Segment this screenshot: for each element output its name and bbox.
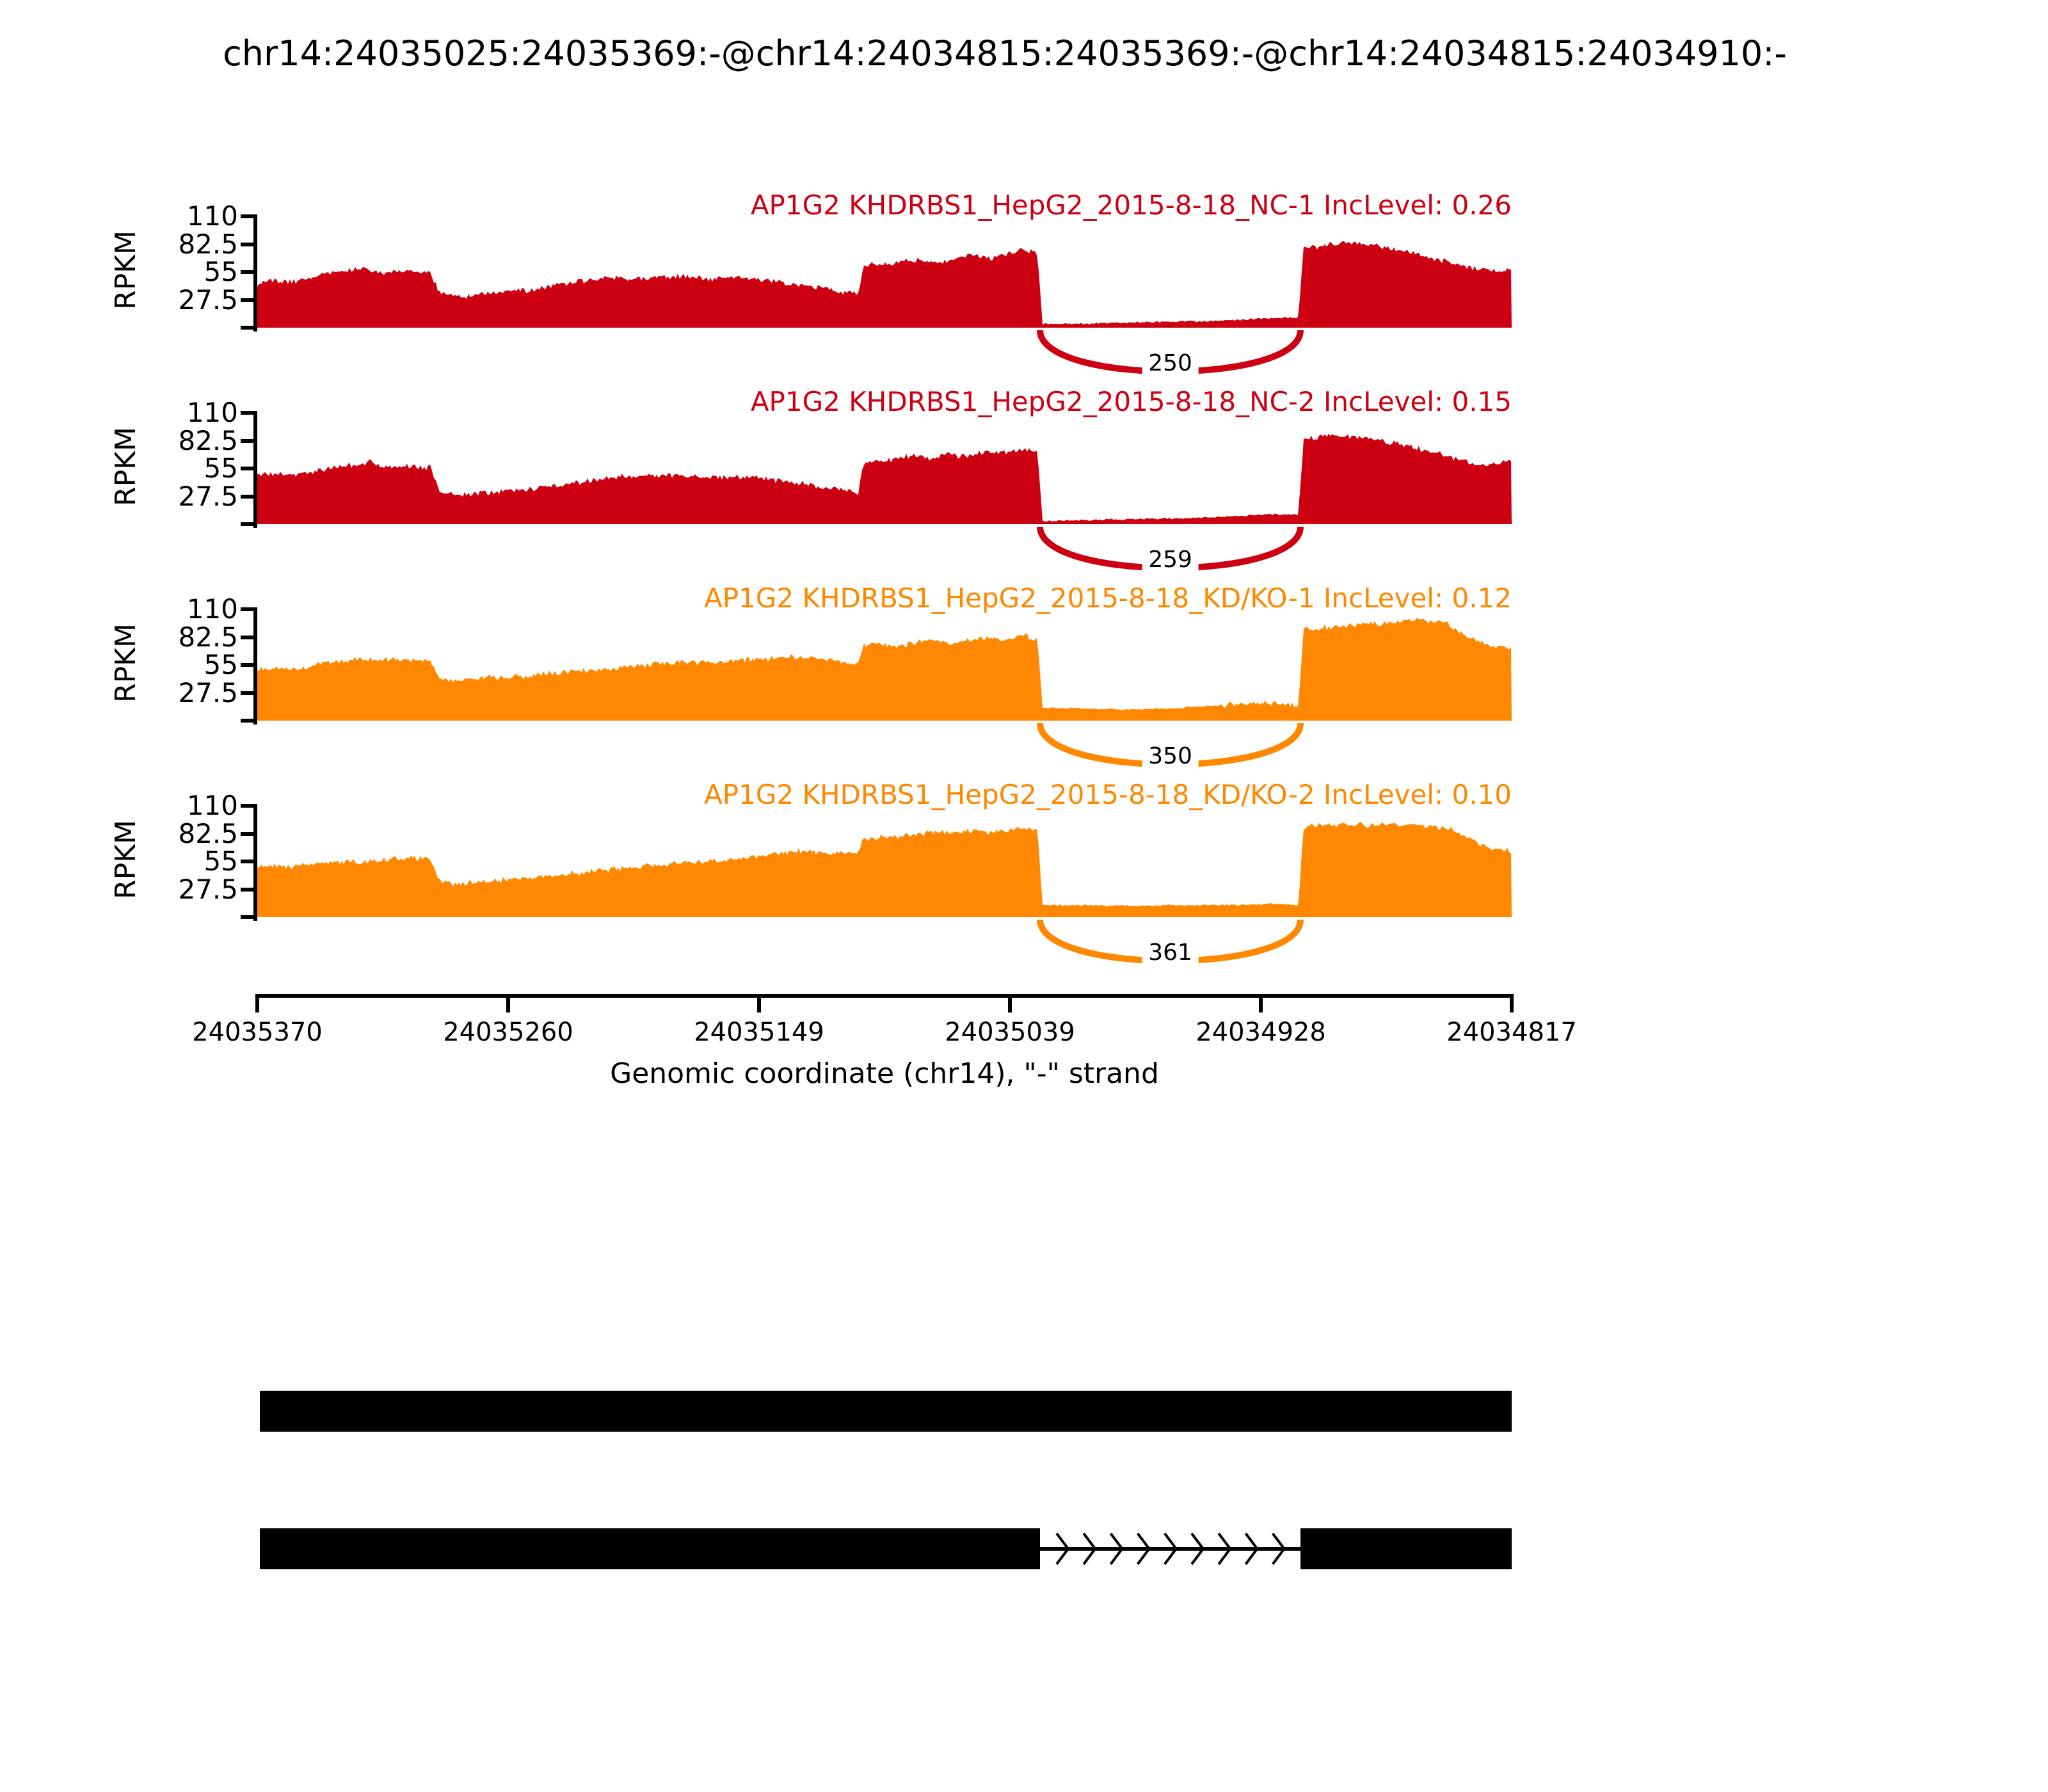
x-tick — [757, 996, 761, 1012]
junction-arc — [257, 918, 1512, 992]
coverage-area — [257, 789, 1512, 917]
y-tick-label: 27.5 — [178, 284, 238, 316]
exon-block — [260, 1528, 1040, 1569]
coverage-area — [257, 396, 1512, 524]
coverage-fill — [257, 822, 1512, 917]
y-tick — [241, 860, 253, 863]
y-tick — [241, 607, 253, 611]
y-tick — [241, 832, 253, 836]
y-tick-label: 55 — [204, 256, 238, 287]
coverage-area — [257, 200, 1512, 328]
y-tick — [241, 214, 253, 218]
x-tick-label: 24035149 — [694, 1018, 824, 1047]
strand-arrow-icon — [1165, 1533, 1176, 1564]
exon-block — [1300, 1528, 1512, 1569]
y-tick-label: 82.5 — [178, 817, 238, 849]
x-axis-line — [255, 994, 1514, 998]
y-tick — [241, 270, 253, 274]
y-axis-label: RPKM — [109, 820, 142, 899]
figure-title: chr14:24035025:24035369:-@chr14:24034815:24035369:-@chr14:24034815:24034910:- — [223, 33, 1787, 74]
y-tick-label: 82.5 — [178, 424, 238, 456]
y-tick — [241, 719, 253, 723]
strand-arrow-icon — [1137, 1533, 1149, 1564]
x-tick — [1510, 996, 1514, 1012]
track-label: AP1G2 KHDRBS1_HepG2_2015-8-18_NC-1 IncLevel: 0.26 — [750, 189, 1512, 221]
y-tick-label: 110 — [186, 593, 238, 625]
y-tick-label: 55 — [204, 845, 238, 877]
x-axis-title: Genomic coordinate (chr14), "-" strand — [610, 1057, 1159, 1090]
y-tick-label: 27.5 — [178, 873, 238, 905]
y-tick — [241, 691, 253, 695]
y-tick — [241, 522, 253, 526]
y-tick-label: 110 — [186, 397, 238, 428]
strand-arrow-icon — [1272, 1533, 1284, 1564]
strand-arrow-icon — [1084, 1533, 1095, 1564]
y-tick — [241, 636, 253, 639]
y-tick — [241, 243, 253, 246]
coverage-fill — [257, 434, 1512, 524]
junction-count-label: 361 — [1142, 940, 1199, 966]
coverage-fill — [257, 618, 1512, 721]
track-label: AP1G2 KHDRBS1_HepG2_2015-8-18_KD/KO-1 IncLevel: 0.12 — [704, 582, 1512, 614]
y-tick — [241, 298, 253, 302]
x-tick-label: 24035260 — [443, 1018, 573, 1047]
y-tick — [241, 495, 253, 499]
coverage-area — [257, 593, 1512, 721]
x-tick-label: 24034928 — [1196, 1018, 1326, 1047]
x-tick-label: 24035370 — [192, 1018, 323, 1047]
y-tick-label: 110 — [186, 790, 238, 821]
x-tick — [255, 996, 259, 1012]
y-tick — [241, 915, 253, 919]
track-label: AP1G2 KHDRBS1_HepG2_2015-8-18_NC-2 IncLevel: 0.15 — [750, 386, 1512, 417]
strand-arrow-icon — [1245, 1533, 1257, 1564]
exon-block — [260, 1391, 1512, 1432]
coverage-fill — [257, 241, 1512, 328]
y-tick-label: 55 — [204, 452, 238, 484]
y-tick — [241, 439, 253, 443]
strand-arrow-icon — [1110, 1533, 1122, 1564]
y-axis-label: RPKM — [109, 230, 142, 310]
y-tick — [241, 888, 253, 892]
y-tick-label: 110 — [186, 200, 238, 232]
strand-arrow-icon — [1057, 1533, 1068, 1564]
x-tick-label: 24034817 — [1446, 1018, 1577, 1047]
strand-arrows — [1040, 1528, 1301, 1569]
y-axis-label: RPKM — [109, 623, 142, 703]
strand-arrow-icon — [1219, 1533, 1230, 1564]
strand-arrow-icon — [1192, 1533, 1203, 1564]
y-tick — [241, 663, 253, 667]
y-tick — [241, 411, 253, 415]
x-tick — [506, 996, 510, 1012]
junction-count-label: 259 — [1142, 547, 1199, 573]
y-tick — [241, 804, 253, 808]
y-tick — [241, 467, 253, 470]
y-tick-label: 27.5 — [178, 676, 238, 708]
junction-count-label: 350 — [1142, 744, 1199, 769]
y-tick-label: 82.5 — [178, 228, 238, 260]
junction-count-label: 250 — [1142, 351, 1199, 376]
x-tick — [1008, 996, 1012, 1012]
y-tick-label: 82.5 — [178, 621, 238, 653]
y-axis-label: RPKM — [109, 427, 142, 506]
y-tick-label: 27.5 — [178, 480, 238, 512]
x-tick-label: 24035039 — [945, 1018, 1075, 1047]
track-label: AP1G2 KHDRBS1_HepG2_2015-8-18_KD/KO-2 IncLevel: 0.10 — [704, 779, 1512, 810]
x-tick — [1259, 996, 1263, 1012]
y-tick-label: 55 — [204, 649, 238, 680]
y-tick — [241, 326, 253, 330]
